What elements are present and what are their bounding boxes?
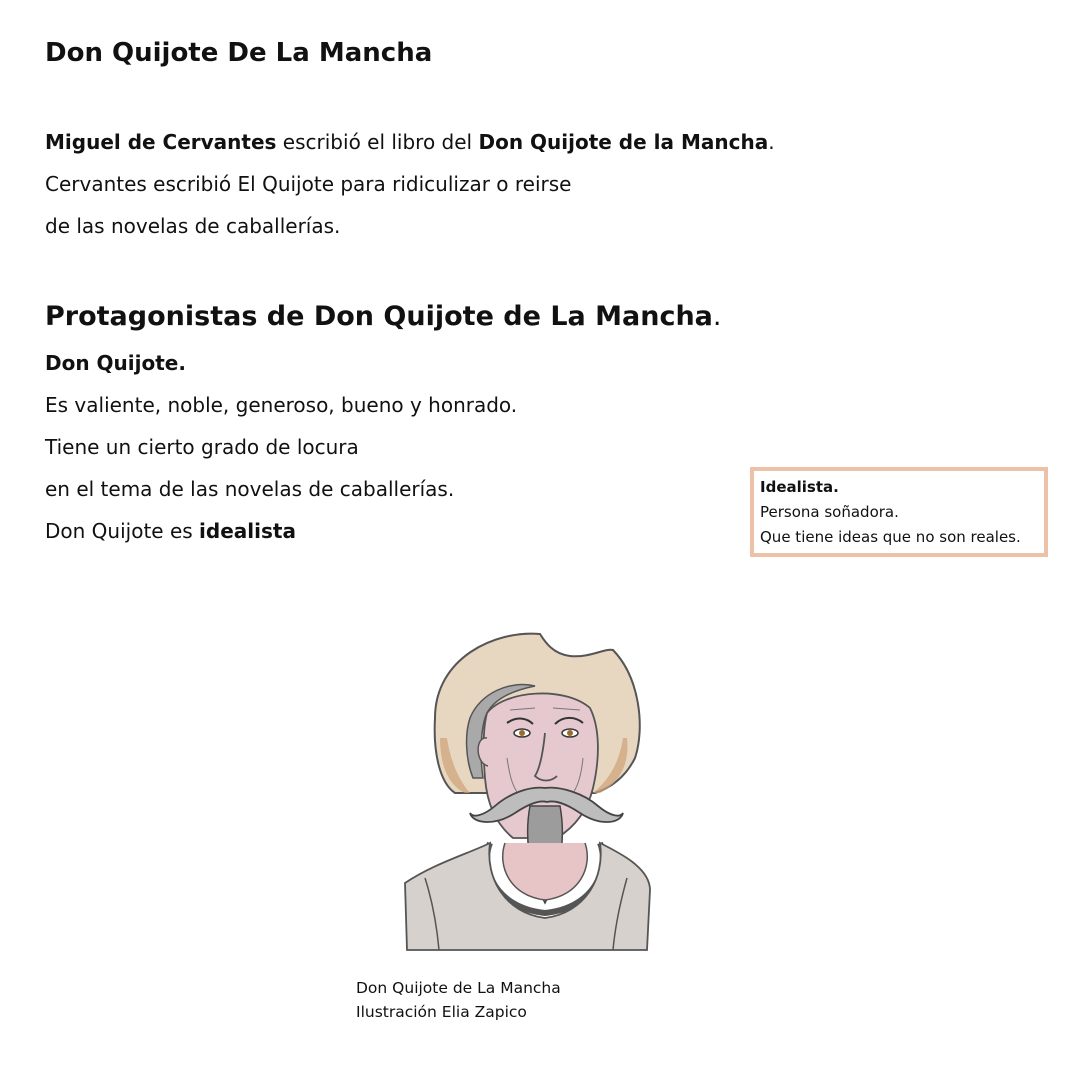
intro-line-3: de las novelas de caballerías.	[45, 214, 341, 238]
character-line-4-prefix: Don Quijote es	[45, 519, 200, 543]
intro-line-2: Cervantes escribió El Quijote para ridiculizar o reirse	[45, 172, 572, 196]
section-heading-text: Protagonistas de Don Quijote de La Mancha	[45, 301, 713, 332]
page-title: Don Quijote De La Mancha	[45, 38, 433, 68]
intro-line-end: .	[768, 130, 775, 154]
character-line-2: Tiene un cierto grado de locura	[45, 435, 359, 459]
idealista-word: idealista	[199, 519, 296, 543]
intro-line-1	[45, 121, 775, 163]
section-heading-end: .	[712, 301, 722, 332]
caption-line-1: Don Quijote de La Mancha	[356, 979, 561, 997]
character-line-4	[45, 510, 517, 552]
caption-line-2: Ilustración Elia Zapico	[356, 1003, 527, 1021]
protagonist-paragraph	[45, 342, 517, 552]
character-line-3: en el tema de las novelas de caballerías.	[45, 477, 455, 501]
definition-line-2: Que tiene ideas que no son reales.	[760, 528, 1021, 546]
character-name	[45, 342, 517, 384]
definition-content	[754, 471, 1044, 550]
intro-text-mid: escribió el libro del	[276, 130, 479, 154]
illustration-caption	[356, 976, 561, 1024]
author-name: Miguel de Cervantes	[45, 130, 277, 154]
book-title: Don Quijote de la Mancha	[478, 130, 769, 154]
character-line-1: Es valiente, noble, generoso, bueno y honrado.	[45, 393, 518, 417]
definition-box	[750, 467, 1048, 557]
section-heading	[45, 298, 722, 336]
definition-line-1: Persona soñadora.	[760, 503, 899, 521]
don-quijote-illustration	[395, 628, 655, 953]
definition-term: Idealista.	[760, 478, 839, 496]
intro-paragraph	[45, 121, 775, 247]
character-name-text: Don Quijote.	[45, 351, 186, 375]
